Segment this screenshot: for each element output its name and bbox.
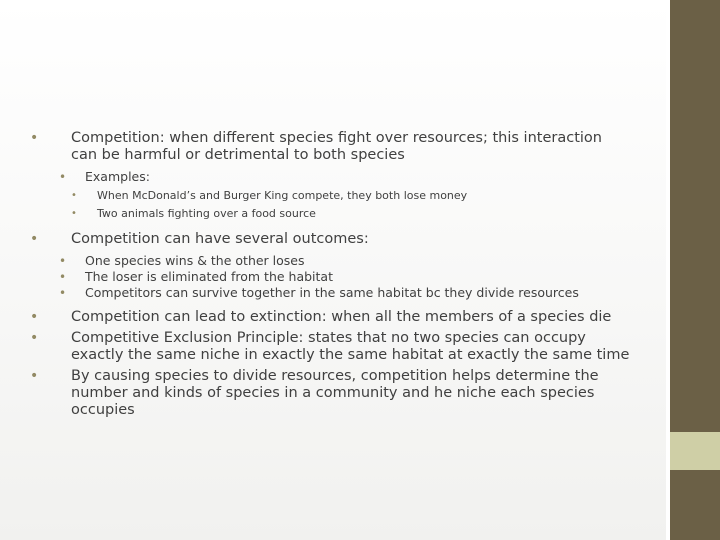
- bullet-exclusion-principle: [30, 330, 630, 364]
- sub-bullet-examples: [59, 169, 630, 223]
- bullet-text: Competition can have several outcomes:: [71, 231, 369, 247]
- slide-body: [30, 130, 630, 419]
- bullet-outcomes: [30, 231, 630, 301]
- sub-bullet-list: [71, 169, 630, 223]
- outcome-item: • One species wins & the other loses: [59, 253, 630, 269]
- outcome-item: • The loser is eliminated from the habitat: [59, 269, 630, 285]
- outcome-item: • Competitors can survive together in the same habitat bc they divide resources: [59, 285, 630, 301]
- bullet-text: By causing species to divide resources, competition helps determine the number and kinds of species in a community and he niche each species occupies: [71, 368, 599, 418]
- example-list: [85, 187, 630, 223]
- bullet-competition-definition: [30, 130, 630, 223]
- bullet-text: Competitive Exclusion Principle: states that no two species can occupy exactly the same niche in exactly the same habitat at exactly the same time: [71, 330, 630, 363]
- bullet-text: Competition: when different species fight over resources; this interaction can be harmful or detrimental to both species: [71, 130, 602, 163]
- bullet-resource-division: [30, 368, 630, 419]
- outcome-list: [71, 253, 630, 301]
- bullet-list: [30, 130, 630, 419]
- sub-bullet-text: Examples:: [85, 169, 150, 184]
- bullet-extinction: [30, 309, 630, 326]
- example-item: • When McDonald’s and Burger King compete, they both lose money: [71, 187, 630, 205]
- bullet-text: Competition can lead to extinction: when all the members of a species die: [71, 309, 612, 325]
- example-item: • Two animals fighting over a food source: [71, 205, 630, 223]
- accent-block: [670, 432, 720, 470]
